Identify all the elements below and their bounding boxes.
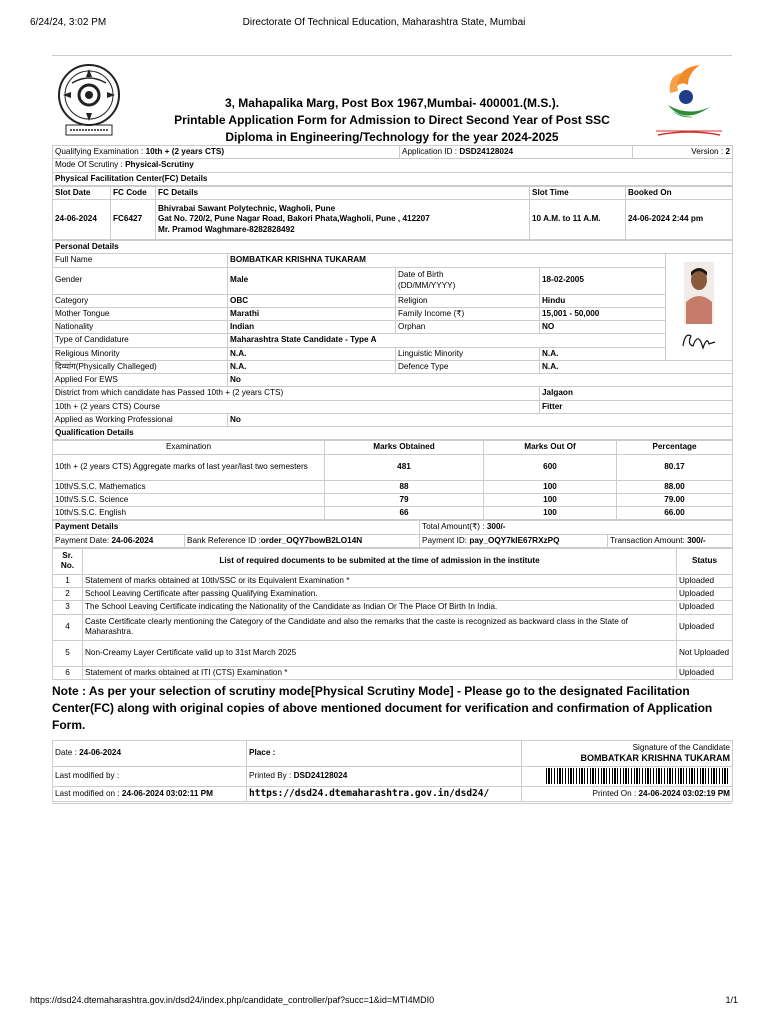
top-rule	[52, 55, 732, 56]
candidate-signature-image	[679, 328, 719, 352]
th-sr-no: Sr. No.	[53, 548, 83, 574]
status-badge: Uploaded	[677, 614, 733, 640]
portal-url: https://dsd24.dtemaharashtra.gov.in/dsd24/	[247, 786, 522, 801]
version: Version : 2	[633, 146, 733, 159]
th-fc-code: FC Code	[111, 186, 156, 199]
barcode-icon	[546, 768, 730, 784]
divyang-label: दिव्यांग(Physically Challeged)	[53, 360, 228, 373]
nationality: Indian	[228, 321, 396, 334]
candidature-label: Type of Candidature	[53, 334, 228, 347]
status-badge: Uploaded	[677, 601, 733, 614]
table-row: 2 School Leaving Certificate after passing Qualifying Examination. Uploaded	[53, 588, 733, 601]
table-row: 4 Caste Certificate clearly mentioning the Category of the Candidate and also the remarks that the caste is recognized as backward class in the State of Maharashtra. Uploaded	[53, 614, 733, 640]
ews: No	[228, 374, 733, 387]
qualification-table	[52, 440, 733, 520]
status-badge: Uploaded	[677, 588, 733, 601]
table-row: 6 Statement of marks obtained at ITI (CTS) Examination * Uploaded	[53, 666, 733, 679]
printed-on: Printed On : 24-06-2024 03:02:19 PM	[522, 786, 733, 801]
payment-id: Payment ID: pay_OQY7kIE67RXzPQ	[420, 534, 608, 547]
th-status: Status	[677, 548, 733, 574]
th-percentage: Percentage	[617, 441, 733, 454]
th-examination: Examination	[53, 441, 325, 454]
table-row: 10th + (2 years CTS) Aggregate marks of last year/last two semesters 481 600 80.17	[53, 454, 733, 480]
th-document-list: List of required documents to be submited at the time of admission in the institute	[83, 548, 677, 574]
qualification-section-title: Qualification Details	[53, 427, 733, 440]
title-line-1: Printable Application Form for Admission to Direct Second Year of Post SSC	[174, 113, 610, 127]
candidate-photo	[684, 262, 714, 324]
fc-details: Bhivrabai Sawant Polytechnic, Wagholi, Pune Gat No. 720/2, Pune Nagar Road, Bakori Phata,Wagholi, Pune , 412207 Mr. Pramod Waghmare-8282828492	[156, 200, 530, 240]
form-header	[52, 57, 732, 145]
footer-place: Place :	[247, 740, 522, 766]
th-slot-date: Slot Date	[53, 186, 111, 199]
working-label: Applied as Working Professional	[53, 413, 228, 426]
qualifying-exam: Qualifying Examination : 10th + (2 years CTS)	[53, 146, 400, 159]
mother-tongue-label: Mother Tongue	[53, 307, 228, 320]
dob-label: Date of Birth (DD/MM/YYYY)	[396, 267, 540, 294]
bank-reference: Bank Reference ID :order_OQY7bowB2LO14N	[185, 534, 420, 547]
title-line-2: Diploma in Engineering/Technology for the year 2024-2025	[225, 130, 559, 144]
bottom-rule	[52, 803, 732, 804]
mode-of-scrutiny: Mode Of Scrutiny : Physical-Scrutiny	[53, 159, 733, 172]
dob: 18-02-2005	[540, 267, 666, 294]
mother-tongue: Marathi	[228, 307, 396, 320]
print-page-number: 1/1	[725, 995, 738, 1005]
ews-label: Applied For EWS	[53, 374, 228, 387]
th-booked-on: Booked On	[626, 186, 733, 199]
status-badge: Uploaded	[677, 574, 733, 587]
payment-section-title: Payment Details	[53, 521, 420, 534]
fc-section-title: Physical Facilitation Center(FC) Details	[53, 172, 733, 185]
slot-date: 24-06-2024	[53, 200, 111, 240]
orphan-label: Orphan	[396, 321, 540, 334]
photo-signature-cell	[666, 254, 733, 361]
status-badge: Uploaded	[677, 666, 733, 679]
candidature: Maharashtra State Candidate - Type A	[228, 334, 666, 347]
personal-table	[52, 240, 733, 440]
application-id: Application ID : DSD24128024	[400, 146, 633, 159]
status-badge: Not Uploaded	[677, 640, 733, 666]
form-title	[142, 95, 642, 146]
scrutiny-note: Note : As per your selection of scrutiny mode[Physical Scrutiny Mode] - Please go to the designated Facilitation Center(FC) along with original copies of above mentioned document for verification and confirmation of Application Form.	[52, 683, 713, 732]
personal-section-title: Personal Details	[53, 241, 733, 254]
gender-label: Gender	[53, 267, 228, 294]
fc-code: FC6427	[111, 200, 156, 240]
payment-date: Payment Date: 24-06-2024	[53, 534, 185, 547]
print-url: https://dsd24.dtemaharashtra.gov.in/dsd24/index.php/candidate_controller/paf?succ=1&id=MTI4MDI0	[30, 995, 435, 1005]
th-marks-obtained: Marks Obtained	[325, 441, 484, 454]
religion-label: Religion	[396, 294, 540, 307]
table-row: 10th/S.S.C. English 66 100 66.00	[53, 507, 733, 520]
table-row: 10th/S.S.C. Science 79 100 79.00	[53, 493, 733, 506]
barcode-cell	[522, 766, 733, 786]
last-modified-by: Last modified by :	[53, 766, 247, 786]
print-page-title: Directorate Of Technical Education, Maharashtra State, Mumbai	[242, 17, 526, 28]
course-label: 10th + (2 years CTS) Course	[53, 400, 540, 413]
table-row: 5 Non-Creamy Layer Certificate valid up to 31st March 2025 Not Uploaded	[53, 640, 733, 666]
linguistic-minority: N.A.	[540, 347, 666, 360]
documents-table	[52, 548, 733, 680]
footer-table	[52, 740, 733, 802]
table-row: 3 The School Leaving Certificate indicating the Nationality of the Candidate as Indian Or The Place Of Birth In India. Uploaded	[53, 601, 733, 614]
religious-minority-label: Religious Minority	[53, 347, 228, 360]
table-row: 10th/S.S.C. Mathematics 88 100 88.00	[53, 480, 733, 493]
district-label: District from which candidate has Passed 10th + (2 years CTS)	[53, 387, 540, 400]
print-datetime: 6/24/24, 3:02 PM	[30, 17, 107, 28]
booked-on: 24-06-2024 2:44 pm	[626, 200, 733, 240]
religious-minority: N.A.	[228, 347, 396, 360]
th-fc-details: FC Details	[156, 186, 530, 199]
linguistic-minority-label: Linguistic Minority	[396, 347, 540, 360]
defence-label: Defence Type	[396, 360, 540, 373]
transaction-amount: Transaction Amount: 300/-	[608, 534, 733, 547]
th-slot-time: Slot Time	[530, 186, 626, 199]
gender: Male	[228, 267, 396, 294]
religion: Hindu	[540, 294, 666, 307]
th-marks-out-of: Marks Out Of	[484, 441, 617, 454]
full-name-label: Full Name	[53, 254, 228, 267]
income-label: Family Income (₹)	[396, 307, 540, 320]
full-name: BOMBATKAR KRISHNA TUKARAM	[228, 254, 666, 267]
azadi-amrit-mahotsav-logo-icon	[648, 59, 730, 141]
category-label: Category	[53, 294, 228, 307]
payment-table	[52, 520, 733, 548]
slot-time: 10 A.M. to 11 A.M.	[530, 200, 626, 240]
last-modified-on: Last modified on : 24-06-2024 03:02:11 PM	[53, 786, 247, 801]
candidate-signature: Signature of the Candidate BOMBATKAR KRISHNA TUKARAM	[522, 740, 733, 766]
nationality-label: Nationality	[53, 321, 228, 334]
address-line: 3, Mahapalika Marg, Post Box 1967,Mumbai- 400001.(M.S.).	[224, 96, 560, 110]
footer-date: Date : 24-06-2024	[53, 740, 247, 766]
working: No	[228, 413, 733, 426]
info-table	[52, 145, 733, 186]
defence: N.A.	[540, 360, 733, 373]
district: Jalgaon	[540, 387, 733, 400]
total-amount: Total Amount(₹) : 300/-	[420, 521, 733, 534]
table-row: 1 Statement of marks obtained at 10th/SSC or its Equivalent Examination * Uploaded	[53, 574, 733, 587]
application-form	[52, 55, 732, 805]
orphan: NO	[540, 321, 666, 334]
fc-table	[52, 186, 733, 240]
category: OBC	[228, 294, 396, 307]
dte-logo-icon	[52, 59, 127, 141]
income: 15,001 - 50,000	[540, 307, 666, 320]
printed-by: Printed By : DSD24128024	[247, 766, 522, 786]
divyang: N.A.	[228, 360, 396, 373]
course: Fitter	[540, 400, 733, 413]
